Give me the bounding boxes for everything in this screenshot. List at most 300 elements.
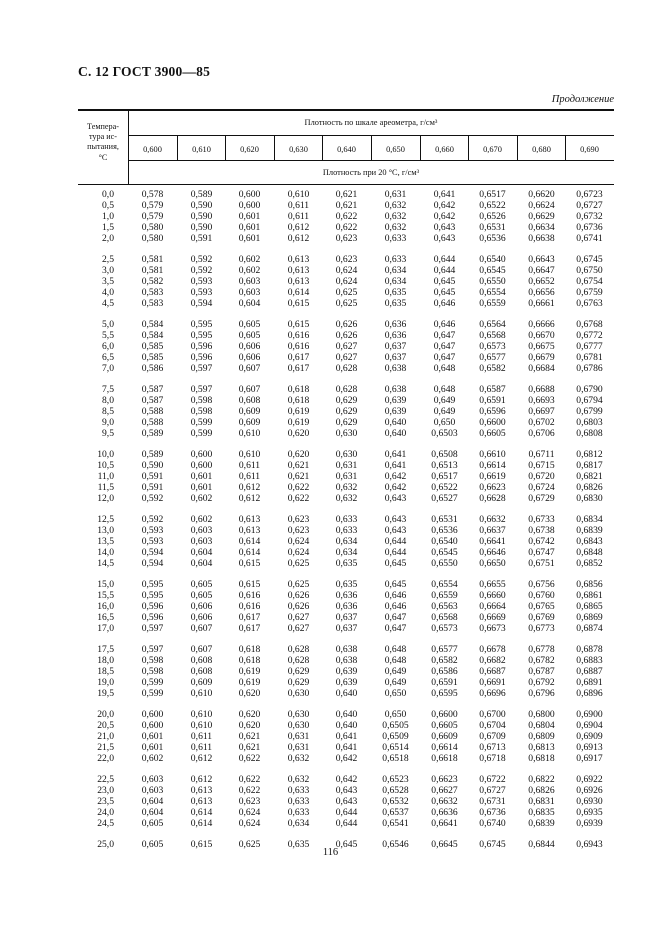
density-cell: 0,645 [335, 839, 358, 850]
density-cell: 0,6702 [528, 417, 555, 428]
density-cell: 0,6687 [479, 666, 506, 677]
density-cell: 0,6514 [382, 742, 409, 753]
density-cell: 0,595 [190, 330, 213, 341]
density-cell: 0,646 [433, 298, 456, 309]
density-cell: 0,6738 [528, 525, 555, 536]
density-cell: 0,592 [190, 254, 213, 265]
density-cell: 0,610 [287, 189, 310, 200]
density-cell: 0,650 [384, 688, 407, 699]
temperature-cell: 6,5 [102, 352, 114, 363]
density-cell: 0,586 [141, 363, 164, 374]
density-cell: 0,601 [141, 731, 164, 742]
density-cell: 0,650 [384, 709, 407, 720]
density-cell: 0,609 [190, 677, 213, 688]
temperature-cell: 9,5 [102, 428, 114, 439]
density-cell: 0,603 [238, 287, 261, 298]
column-header: 0,660 [435, 145, 454, 154]
density-cell: 0,6745 [576, 254, 603, 265]
density-cell: 0,6610 [479, 449, 506, 460]
density-cell: 0,6526 [479, 211, 506, 222]
density-cell: 0,6550 [479, 276, 506, 287]
density-cell: 0,637 [384, 352, 407, 363]
density-cell: 0,643 [384, 525, 407, 536]
density-cell: 0,582 [141, 276, 164, 287]
density-cell: 0,6591 [479, 395, 506, 406]
density-cell: 0,6887 [576, 666, 603, 677]
density-cell: 0,6669 [479, 612, 506, 623]
density-cell: 0,6930 [576, 796, 603, 807]
density-cell: 0,641 [335, 731, 358, 742]
density-cell: 0,6641 [479, 536, 506, 547]
density-cell: 0,6568 [479, 330, 506, 341]
density-cell: 0,630 [335, 449, 358, 460]
density-cell: 0,647 [433, 330, 456, 341]
density-cell: 0,6675 [528, 341, 555, 352]
density-cell: 0,593 [141, 525, 164, 536]
header-divider [128, 160, 614, 161]
density-cell: 0,6619 [479, 471, 506, 482]
density-cell: 0,6614 [431, 742, 458, 753]
density-cell: 0,641 [384, 460, 407, 471]
density-cell: 0,640 [384, 428, 407, 439]
density-cell: 0,628 [287, 655, 310, 666]
density-cell: 0,612 [238, 482, 261, 493]
temperature-cell: 8,0 [102, 395, 114, 406]
density-cell: 0,627 [335, 352, 358, 363]
density-cell: 0,6655 [479, 579, 506, 590]
density-cell: 0,645 [384, 558, 407, 569]
density-cell: 0,6587 [479, 384, 506, 395]
density-cell: 0,6709 [479, 731, 506, 742]
density-cell: 0,625 [287, 579, 310, 590]
density-cell: 0,6697 [528, 406, 555, 417]
density-cell: 0,6831 [528, 796, 555, 807]
density-cell: 0,633 [384, 254, 407, 265]
density-cell: 0,6763 [576, 298, 603, 309]
density-cell: 0,6939 [576, 818, 603, 829]
density-cell: 0,610 [238, 449, 261, 460]
density-cell: 0,6632 [431, 796, 458, 807]
temperature-cell: 22,0 [97, 753, 114, 764]
temperature-cell: 17,0 [97, 623, 114, 634]
density-cell: 0,602 [238, 265, 261, 276]
density-cell: 0,609 [238, 417, 261, 428]
density-cell: 0,607 [190, 644, 213, 655]
density-cell: 0,615 [287, 298, 310, 309]
density-cell: 0,633 [287, 785, 310, 796]
density-cell: 0,645 [433, 287, 456, 298]
density-cell: 0,615 [287, 319, 310, 330]
temperature-cell: 20,0 [97, 709, 114, 720]
temperature-cell: 19,0 [97, 677, 114, 688]
density-cell: 0,608 [190, 655, 213, 666]
density-cell: 0,6803 [576, 417, 603, 428]
density-cell: 0,632 [335, 493, 358, 504]
temp-header-line: Темпера- [87, 122, 119, 131]
density-cell: 0,637 [384, 341, 407, 352]
density-cell: 0,6661 [528, 298, 555, 309]
density-cell: 0,589 [141, 428, 164, 439]
density-cell: 0,592 [141, 514, 164, 525]
density-cell: 0,6645 [431, 839, 458, 850]
density-cell: 0,618 [238, 655, 261, 666]
density-cell: 0,611 [190, 731, 213, 742]
density-cell: 0,6729 [528, 493, 555, 504]
density-cell: 0,6505 [382, 720, 409, 731]
temperature-cell: 7,0 [102, 363, 114, 374]
density-cell: 0,602 [190, 493, 213, 504]
density-cell: 0,6696 [479, 688, 506, 699]
density-cell: 0,6777 [576, 341, 603, 352]
column-header: 0,690 [580, 145, 599, 154]
temperature-cell: 25,0 [97, 839, 114, 850]
density-cell: 0,616 [287, 341, 310, 352]
density-cell: 0,6844 [528, 839, 555, 850]
density-cell: 0,622 [238, 753, 261, 764]
density-cell: 0,607 [190, 623, 213, 634]
density-cell: 0,614 [238, 547, 261, 558]
density-cell: 0,606 [190, 612, 213, 623]
density-cell: 0,581 [141, 265, 164, 276]
density-cell: 0,6541 [382, 818, 409, 829]
density-cell: 0,615 [238, 579, 261, 590]
temperature-cell: 4,5 [102, 298, 114, 309]
density-cell: 0,6865 [576, 601, 603, 612]
density-cell: 0,649 [433, 395, 456, 406]
density-cell: 0,599 [141, 677, 164, 688]
density-cell: 0,6742 [528, 536, 555, 547]
density-cell: 0,630 [287, 709, 310, 720]
density-cell: 0,623 [335, 233, 358, 244]
density-cell: 0,612 [190, 753, 213, 764]
density-cell: 0,6638 [528, 233, 555, 244]
density-cell: 0,6650 [479, 558, 506, 569]
density-cell: 0,6869 [576, 612, 603, 623]
density-cell: 0,608 [190, 666, 213, 677]
temperature-cell: 1,0 [102, 211, 114, 222]
table-bottom-rule [78, 184, 614, 185]
density-cell: 0,647 [384, 612, 407, 623]
density-cell: 0,601 [190, 471, 213, 482]
density-cell: 0,630 [287, 720, 310, 731]
density-cell: 0,6559 [479, 298, 506, 309]
page-header-title: С. 12 ГОСТ 3900—85 [78, 64, 211, 79]
density-cell: 0,591 [190, 233, 213, 244]
density-cell: 0,6917 [576, 753, 603, 764]
density-cell: 0,622 [238, 785, 261, 796]
density-cell: 0,599 [190, 428, 213, 439]
density-cell: 0,6790 [576, 384, 603, 395]
density-cell: 0,625 [335, 298, 358, 309]
temperature-cell: 19,5 [97, 688, 114, 699]
density-cell: 0,607 [238, 363, 261, 374]
density-cell: 0,6713 [479, 742, 506, 753]
density-cell: 0,6839 [528, 818, 555, 829]
density-cell: 0,626 [287, 601, 310, 612]
temperature-cell: 5,5 [102, 330, 114, 341]
density-cell: 0,6536 [431, 525, 458, 536]
temp-header-line: пытания, [87, 142, 119, 152]
density-cell: 0,6679 [528, 352, 555, 363]
density-cell: 0,632 [287, 774, 310, 785]
density-cell: 0,646 [433, 319, 456, 330]
density-cell: 0,601 [238, 211, 261, 222]
density-cell: 0,643 [433, 222, 456, 233]
density-cell: 0,612 [190, 774, 213, 785]
density-cell: 0,628 [335, 384, 358, 395]
density-cell: 0,644 [433, 265, 456, 276]
density-cell: 0,583 [141, 298, 164, 309]
density-cell: 0,6643 [528, 254, 555, 265]
density-cell: 0,6913 [576, 742, 603, 753]
density-cell: 0,634 [384, 276, 407, 287]
density-cell: 0,603 [141, 774, 164, 785]
density-cell: 0,616 [238, 590, 261, 601]
density-cell: 0,590 [190, 222, 213, 233]
density-cell: 0,6627 [431, 785, 458, 796]
density-cell: 0,604 [141, 796, 164, 807]
density-cell: 0,578 [141, 189, 164, 200]
density-cell: 0,620 [238, 709, 261, 720]
density-cell: 0,626 [335, 319, 358, 330]
density-cell: 0,628 [335, 363, 358, 374]
continuation-label: Продолжение [551, 94, 614, 105]
density-cell: 0,623 [238, 796, 261, 807]
density-cell: 0,646 [384, 590, 407, 601]
density-cell: 0,6537 [382, 807, 409, 818]
density-cell: 0,593 [190, 287, 213, 298]
temperature-cell: 2,5 [102, 254, 114, 265]
density-cell: 0,604 [190, 547, 213, 558]
density-cell: 0,638 [335, 644, 358, 655]
density-cell: 0,588 [141, 417, 164, 428]
density-cell: 0,627 [335, 341, 358, 352]
density-cell: 0,644 [335, 818, 358, 829]
density-cell: 0,639 [335, 666, 358, 677]
density-cell: 0,632 [287, 753, 310, 764]
density-cell: 0,617 [287, 352, 310, 363]
density-cell: 0,6727 [576, 200, 603, 211]
density-cell: 0,644 [335, 807, 358, 818]
density-cell: 0,614 [190, 807, 213, 818]
density-cell: 0,6688 [528, 384, 555, 395]
density-cell: 0,640 [384, 417, 407, 428]
density-cell: 0,631 [384, 189, 407, 200]
density-cell: 0,6700 [479, 709, 506, 720]
density-cell: 0,6682 [479, 655, 506, 666]
density-cell: 0,612 [287, 233, 310, 244]
density-cell: 0,648 [384, 655, 407, 666]
density-cell: 0,637 [335, 623, 358, 634]
density-cell: 0,617 [238, 623, 261, 634]
temperature-cell: 2,0 [102, 233, 114, 244]
density-cell: 0,624 [238, 818, 261, 829]
density-cell: 0,6718 [479, 753, 506, 764]
density-cell: 0,629 [287, 677, 310, 688]
density-cell: 0,611 [238, 460, 261, 471]
density-cell: 0,6781 [576, 352, 603, 363]
density-cell: 0,6769 [528, 612, 555, 623]
density-cell: 0,579 [141, 211, 164, 222]
density-cell: 0,613 [238, 525, 261, 536]
density-cell: 0,611 [287, 200, 310, 211]
density-cell: 0,6724 [528, 482, 555, 493]
density-cell: 0,601 [141, 742, 164, 753]
density-cell: 0,6523 [382, 774, 409, 785]
density-cell: 0,6745 [479, 839, 506, 850]
density-cell: 0,633 [287, 807, 310, 818]
density-cell: 0,595 [190, 319, 213, 330]
density-cell: 0,642 [433, 211, 456, 222]
density-cell: 0,630 [287, 688, 310, 699]
density-cell: 0,6736 [576, 222, 603, 233]
density-cell: 0,602 [238, 254, 261, 265]
density-cell: 0,625 [335, 287, 358, 298]
density-cell: 0,635 [384, 287, 407, 298]
density-cell: 0,619 [287, 406, 310, 417]
column-header: 0,680 [532, 145, 551, 154]
density-cell: 0,613 [190, 796, 213, 807]
density-cell: 0,613 [287, 276, 310, 287]
density-cell: 0,6826 [576, 482, 603, 493]
density-cell: 0,6522 [479, 200, 506, 211]
density-cell: 0,6756 [528, 579, 555, 590]
density-cell: 0,585 [141, 341, 164, 352]
density-cell: 0,604 [238, 298, 261, 309]
density-cell: 0,6818 [528, 753, 555, 764]
density-cell: 0,612 [287, 222, 310, 233]
density-cell: 0,643 [335, 785, 358, 796]
density-cell: 0,6826 [528, 785, 555, 796]
density-cell: 0,602 [190, 514, 213, 525]
density-cell: 0,629 [335, 395, 358, 406]
density-cell: 0,619 [287, 417, 310, 428]
density-cell: 0,623 [287, 514, 310, 525]
density-cell: 0,603 [238, 276, 261, 287]
density-cell: 0,607 [238, 384, 261, 395]
density-cell: 0,6620 [528, 189, 555, 200]
density-cell: 0,6794 [576, 395, 603, 406]
density-cell: 0,605 [238, 330, 261, 341]
density-cell: 0,6787 [528, 666, 555, 677]
density-cell: 0,6636 [431, 807, 458, 818]
density-cell: 0,6891 [576, 677, 603, 688]
density-cell: 0,6531 [479, 222, 506, 233]
column-header: 0,630 [289, 145, 308, 154]
density-cell: 0,6727 [479, 785, 506, 796]
temperature-cell: 18,5 [97, 666, 114, 677]
density-cell: 0,6554 [479, 287, 506, 298]
density-cell: 0,642 [384, 471, 407, 482]
density-cell: 0,6852 [576, 558, 603, 569]
density-cell: 0,631 [335, 471, 358, 482]
density-cell: 0,6652 [528, 276, 555, 287]
density-cell: 0,6817 [576, 460, 603, 471]
density-cell: 0,6723 [576, 189, 603, 200]
density-cell: 0,6874 [576, 623, 603, 634]
density-cell: 0,601 [190, 482, 213, 493]
density-cell: 0,6513 [431, 460, 458, 471]
temperature-cell: 13,5 [97, 536, 114, 547]
density-cell: 0,6660 [479, 590, 506, 601]
density-cell: 0,641 [433, 189, 456, 200]
density-cell: 0,583 [141, 287, 164, 298]
density-cell: 0,629 [287, 666, 310, 677]
density-cell: 0,581 [141, 254, 164, 265]
temperature-cell: 9,0 [102, 417, 114, 428]
density-cell: 0,636 [335, 601, 358, 612]
density-cell: 0,640 [335, 709, 358, 720]
density-cell: 0,622 [335, 222, 358, 233]
density-cell: 0,606 [238, 341, 261, 352]
density-cell: 0,614 [238, 536, 261, 547]
density-cell: 0,618 [238, 644, 261, 655]
density-cell: 0,6736 [479, 807, 506, 818]
density-cell: 0,596 [190, 352, 213, 363]
density-cell: 0,584 [141, 319, 164, 330]
density-cell: 0,591 [141, 471, 164, 482]
density-cell: 0,649 [384, 677, 407, 688]
density-cell: 0,6856 [576, 579, 603, 590]
density-cell: 0,600 [141, 709, 164, 720]
density-cell: 0,620 [287, 449, 310, 460]
density-cell: 0,6600 [431, 709, 458, 720]
scale-density-caption: Плотность по шкале ареометра, г/см³ [304, 118, 438, 127]
density-cell: 0,606 [190, 601, 213, 612]
column-header: 0,650 [386, 145, 405, 154]
density-cell: 0,644 [384, 536, 407, 547]
density-cell: 0,613 [238, 514, 261, 525]
density-cell: 0,633 [287, 796, 310, 807]
density-cell: 0,601 [238, 222, 261, 233]
density-cell: 0,6664 [479, 601, 506, 612]
density-cell: 0,645 [433, 276, 456, 287]
density-cell: 0,6861 [576, 590, 603, 601]
density-cell: 0,589 [141, 449, 164, 460]
density-cell: 0,632 [384, 200, 407, 211]
density-cell: 0,645 [384, 579, 407, 590]
density-cell: 0,6582 [431, 655, 458, 666]
density-cell: 0,6684 [528, 363, 555, 374]
density-cell: 0,6595 [431, 688, 458, 699]
density-cell: 0,6754 [576, 276, 603, 287]
density-cell: 0,619 [238, 677, 261, 688]
density-cell: 0,633 [335, 514, 358, 525]
density-cell: 0,6732 [576, 211, 603, 222]
density-cell: 0,6568 [431, 612, 458, 623]
density-cell: 0,6540 [431, 536, 458, 547]
density-cell: 0,6532 [382, 796, 409, 807]
density-cell: 0,6800 [528, 709, 555, 720]
density-cell: 0,6693 [528, 395, 555, 406]
density-cell: 0,6773 [528, 623, 555, 634]
density-cell: 0,639 [335, 677, 358, 688]
density-cell: 0,6656 [528, 287, 555, 298]
density-cell: 0,6670 [528, 330, 555, 341]
density-cell: 0,604 [190, 558, 213, 569]
density-cell: 0,6878 [576, 644, 603, 655]
density-cell: 0,624 [287, 536, 310, 547]
temperature-cell: 10,0 [97, 449, 114, 460]
density-cell: 0,635 [384, 298, 407, 309]
density-cell: 0,605 [141, 839, 164, 850]
temperature-cell: 11,0 [97, 471, 114, 482]
density-cell: 0,6591 [431, 677, 458, 688]
density-cell: 0,617 [238, 612, 261, 623]
density-cell: 0,594 [141, 547, 164, 558]
column-header: 0,670 [483, 145, 502, 154]
density-cell: 0,594 [190, 298, 213, 309]
